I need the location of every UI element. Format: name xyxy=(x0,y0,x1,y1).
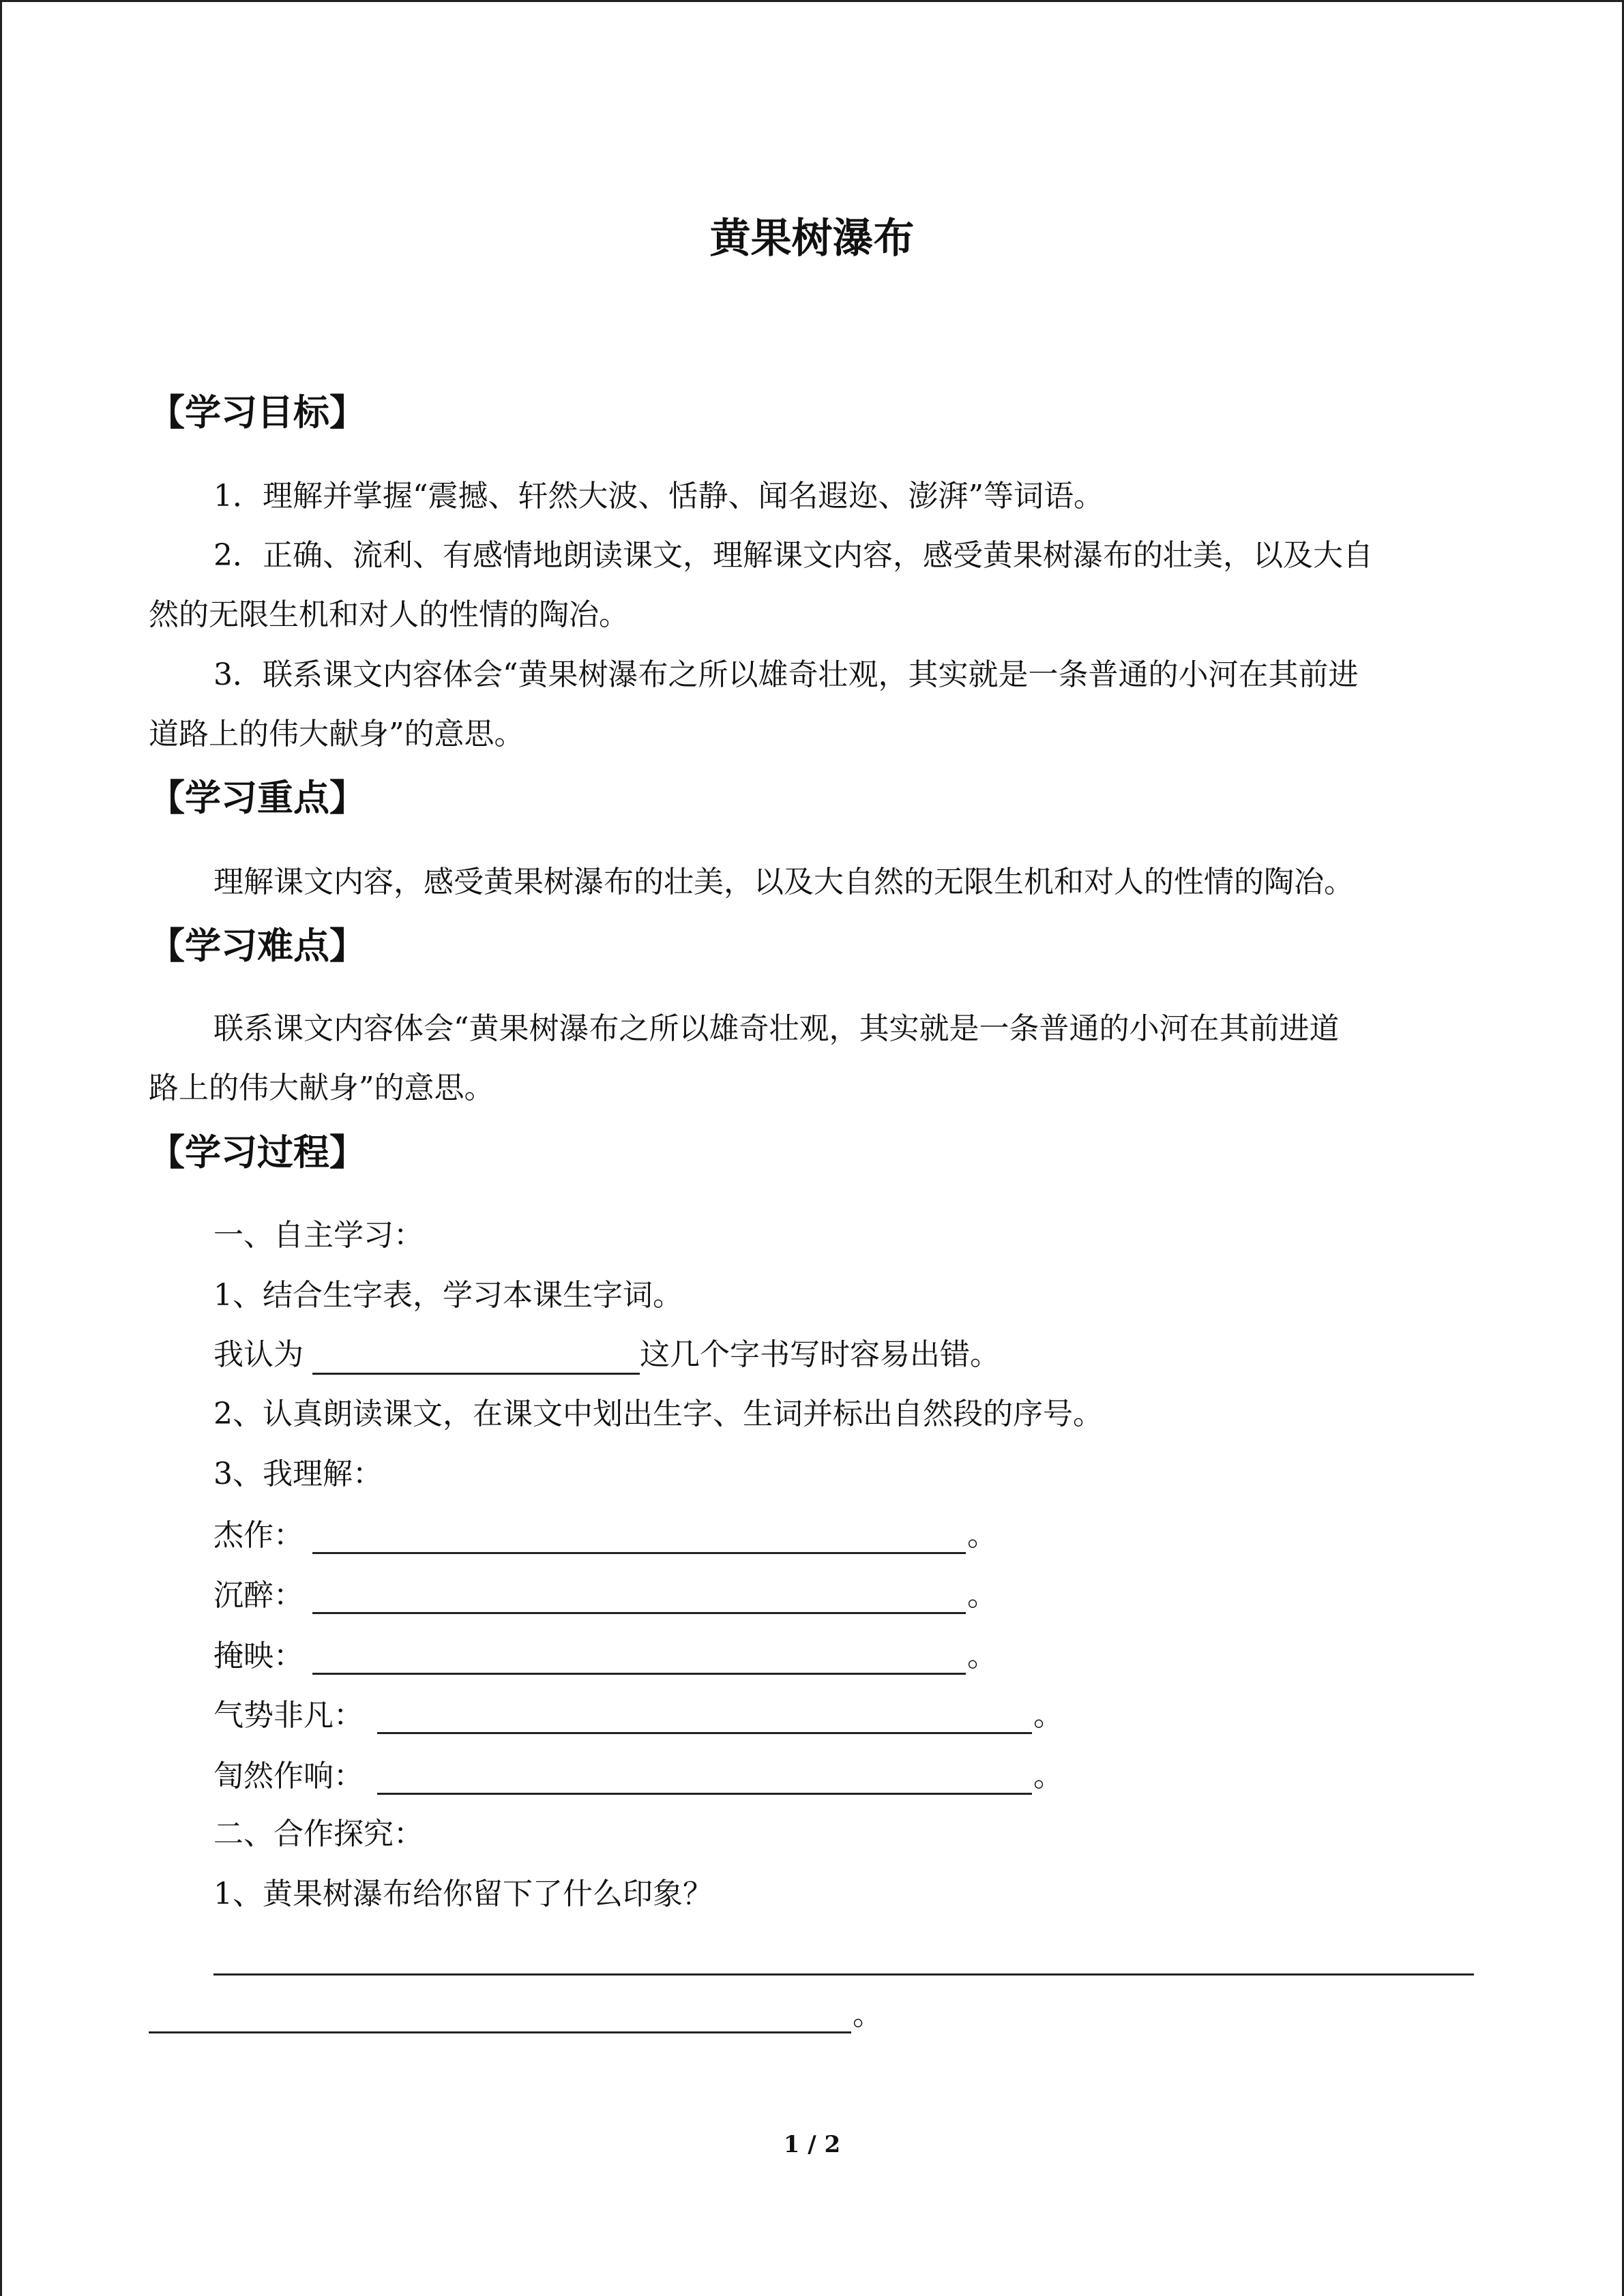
page-number: 1 / 2 xyxy=(783,2131,841,2158)
process-step-1: 1、结合生字表，学习本课生字词。 xyxy=(213,1278,683,1313)
term-label-1: 杰作： xyxy=(213,1518,304,1553)
fill-prefix: 我认为 xyxy=(213,1337,304,1372)
term-period-5: 。 xyxy=(1033,1759,1063,1793)
process-step-3: 3、我理解： xyxy=(213,1457,383,1491)
term-label-5: 訇然作响： xyxy=(213,1759,364,1793)
heading-learning-goals: 【学习目标】 xyxy=(149,391,366,434)
goal-item-2-line-2: 然的无限生机和对人的性情的陶冶。 xyxy=(149,597,629,632)
term-blank-5[interactable] xyxy=(377,1793,1032,1795)
term-label-2: 沉醉： xyxy=(213,1578,304,1613)
process-step-2: 2、认真朗读课文，在课文中划出生字、生词并标出自然段的序号。 xyxy=(213,1397,1103,1431)
fill-suffix: 这几个字书写时容易出错。 xyxy=(640,1337,1000,1372)
term-blank-4[interactable] xyxy=(377,1732,1032,1734)
answer-blank-line-1[interactable] xyxy=(213,1973,1474,1976)
heading-difficulties: 【学习难点】 xyxy=(149,925,366,967)
term-period-4: 。 xyxy=(1033,1698,1063,1733)
term-period-3: 。 xyxy=(967,1639,997,1673)
heading-key-points: 【学习重点】 xyxy=(149,777,366,819)
term-blank-3[interactable] xyxy=(312,1673,966,1675)
term-blank-1[interactable] xyxy=(312,1552,966,1554)
page-border-left xyxy=(0,0,2,2296)
goal-item-3-line-1: 3．联系课文内容体会“黄果树瀑布之所以雄奇壮观，其实就是一条普通的小河在其前进 xyxy=(213,657,1359,692)
process-part-2: 二、合作探究： xyxy=(213,1817,424,1851)
term-label-4: 气势非凡： xyxy=(213,1698,364,1733)
answer-blank-line-2[interactable] xyxy=(149,2031,851,2033)
key-points-text: 理解课文内容，感受黄果树瀑布的壮美，以及大自然的无限生机和对人的性情的陶冶。 xyxy=(213,865,1354,899)
term-label-3: 掩映： xyxy=(213,1639,304,1673)
heading-learning-process: 【学习过程】 xyxy=(149,1131,366,1174)
term-blank-2[interactable] xyxy=(312,1612,966,1614)
document-title: 黄果树瀑布 xyxy=(709,215,915,263)
goal-item-1: 1．理解并掌握“震撼、轩然大波、恬静、闻名遐迩、澎湃”等词语。 xyxy=(213,479,1104,513)
goal-item-2-line-1: 2．正确、流利、有感情地朗读课文，理解课文内容，感受黄果树瀑布的壮美，以及大自 xyxy=(213,538,1373,573)
page-border-top xyxy=(0,0,1624,2)
term-period-1: 。 xyxy=(967,1518,997,1553)
difficulties-line-1: 联系课文内容体会“黄果树瀑布之所以雄奇壮观，其实就是一条普通的小河在其前进道 xyxy=(213,1011,1340,1046)
process-question-1: 1、黄果树瀑布给你留下了什么印象？ xyxy=(213,1877,713,1911)
fill-blank-characters[interactable] xyxy=(312,1373,640,1375)
goal-item-3-line-2: 道路上的伟大献身”的意思。 xyxy=(149,717,525,751)
process-part-1: 一、自主学习： xyxy=(213,1218,424,1253)
difficulties-line-2: 路上的伟大献身”的意思。 xyxy=(149,1071,494,1105)
answer-period: 。 xyxy=(853,1997,883,2032)
term-period-2: 。 xyxy=(967,1578,997,1613)
